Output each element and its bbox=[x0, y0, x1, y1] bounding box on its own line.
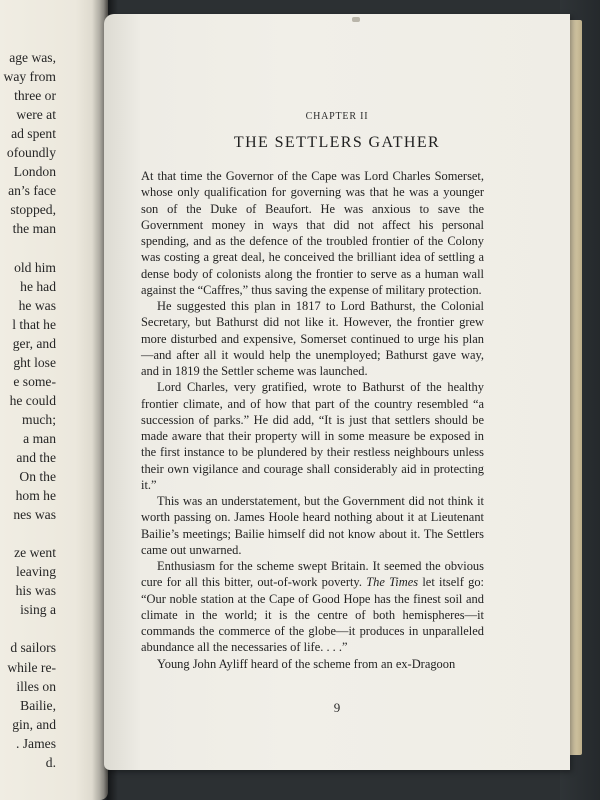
left-page-line: gin, and bbox=[12, 716, 56, 732]
left-page-line: l that he bbox=[12, 316, 56, 332]
chapter-title: THE SETTLERS GATHER bbox=[233, 134, 441, 151]
left-page-line: On the bbox=[19, 469, 56, 485]
left-page-line bbox=[0, 238, 56, 257]
left-page-line: and the bbox=[16, 449, 56, 465]
left-page-line: nes was bbox=[13, 507, 56, 523]
left-page-line: London bbox=[13, 164, 56, 180]
left-page-line: Bailie, bbox=[20, 697, 56, 713]
newspaper-title: The Times bbox=[366, 575, 419, 590]
left-page-line: an’s face bbox=[8, 183, 56, 199]
left-page-line: ze went bbox=[14, 545, 56, 561]
paragraph: At that time the Governor of the Cape was Lord Charles Somerset, whose only qualification for governing was that he was a younger son of the Duke of Beaufort. He was anxious to save the Government money in ways that did not affect his personal spending, and as the defence of the troubled frontier of the Colony was costing a great deal, he conceived the brilliant idea of settling a dense body of colonists along the frontier to serve as a human wall against the “Caffres,” thus saving the expense of military protection. bbox=[141, 169, 484, 297]
left-page-line: ger, and bbox=[12, 335, 56, 351]
left-page-line: his was bbox=[15, 583, 56, 599]
left-page-line: much; bbox=[22, 411, 56, 427]
left-page-line: a man bbox=[23, 430, 56, 446]
left-page-line: d sailors bbox=[10, 640, 56, 656]
left-page-line: ght lose bbox=[13, 354, 56, 370]
left-page-line: age was, bbox=[9, 50, 56, 65]
page-mark bbox=[352, 17, 360, 22]
paragraph: This was an understatement, but the Government did not think it worth passing on. James Hoole heard nothing about it at Lieutenant Bailie’s meetings; Bailie himself did not know about it. The Settlers came out unwarned. bbox=[141, 494, 484, 557]
paragraph: Young John Ayliff heard of the scheme from an ex-Dragoon bbox=[157, 656, 456, 671]
chapter-number: CHAPTER II bbox=[305, 111, 369, 122]
chapter-body bbox=[141, 168, 484, 672]
left-page-line: the man bbox=[12, 221, 56, 237]
left-page-text bbox=[0, 48, 56, 772]
paragraph: He suggested this plan in 1817 to Lord Bathurst, the Colonial Secretary, but Bathurst did not like it. However, the frontier grew more disturbed and expensive, Somerset continued to urge his plan—and after all it would help the unemployed; Bathurst gave way, and in 1819 the Settler scheme was launched. bbox=[141, 299, 484, 378]
page-number: 9 bbox=[333, 700, 341, 715]
left-page-line bbox=[0, 619, 56, 638]
left-page-line: hom he bbox=[15, 488, 56, 504]
paragraph: Lord Charles, very gratified, wrote to Bathurst of the healthy frontier climate, and of how that part of the country resembled “a succession of parks.” He did add, “It is just that settlers should be made aware that their property will in some measure be exposed in the first instance to be plundered by their restless neighbours unless their own vigilance and courage shall considerably aid in protecting it.” bbox=[141, 380, 484, 492]
left-page-line: stopped, bbox=[10, 202, 56, 218]
left-page-line: way from bbox=[3, 69, 56, 85]
paragraph: Enthusiasm for the scheme swept Britain. It seemed the obvious cure for all this bitter, out-of-work poverty. The Times let itself go: “Our noble station at the Cape of Good Hope has the finest soil and climate in the world; it is the centre of both hemispheres—it commands the commerce of the globe—it produces in unparalleled abundance all the necessaries of life. . . .” bbox=[141, 559, 484, 655]
left-page-line: . James bbox=[15, 735, 56, 751]
left-page-line: were at bbox=[16, 107, 56, 123]
left-page-line: ad spent bbox=[11, 126, 56, 142]
book-page-edges bbox=[568, 20, 582, 755]
left-page-line bbox=[0, 524, 56, 543]
right-page bbox=[104, 14, 570, 770]
left-page-line: he was bbox=[18, 297, 56, 313]
left-page-line: d. bbox=[45, 754, 56, 770]
left-page-line: leaving bbox=[15, 564, 56, 580]
left-page-line: while re- bbox=[7, 659, 56, 675]
left-page-line: ising a bbox=[20, 602, 56, 618]
left-page-line: ofoundly bbox=[6, 145, 56, 161]
left-page-line: he could bbox=[9, 392, 56, 408]
left-page-line: illes on bbox=[16, 678, 56, 694]
left-page-line: three or bbox=[14, 88, 56, 104]
left-page-line: he had bbox=[20, 278, 56, 294]
left-page-line: e some- bbox=[13, 373, 56, 389]
left-page-line: old him bbox=[14, 259, 56, 275]
